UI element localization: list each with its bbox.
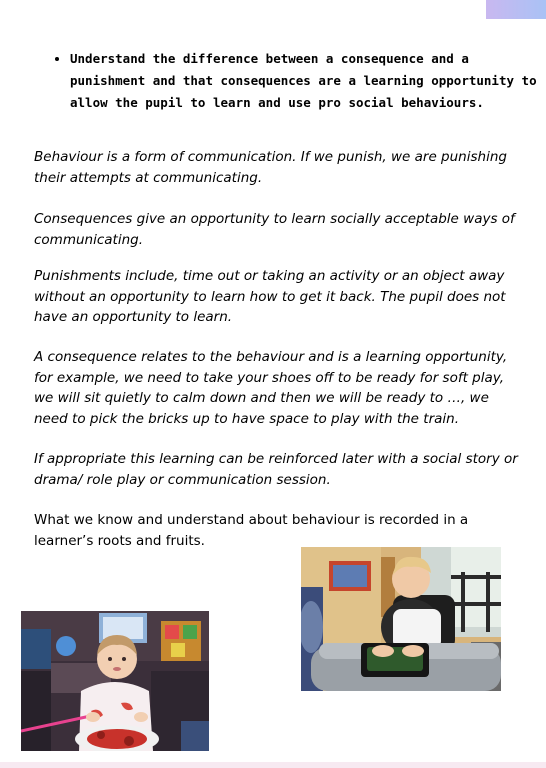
corner-badge [486,0,546,19]
paragraph-consequence-example: A consequence relates to the behaviour and is a learning opportunity, for example, we need to take your shoes off to be ready for soft play, we will sit quietly to calm down and then we will be ready to …, we need to pick the bricks up to have space to play with the train. [34,349,508,427]
key-point-list [48,48,540,114]
paragraph-communication: Behaviour is a form of communication. If we punish, we are punishing their attempts at communicating. [34,149,507,186]
key-point-item: • Understand the difference between a consequence and a punishment and that consequences are a learning opportunity to allow the pupil to learn and use pro social behaviours. [70,48,540,114]
paragraph-reinforcement: If appropriate this learning can be reinforced later with a social story or drama/ role play or communication session. [34,451,518,488]
photo-child-at-tray-table [301,547,501,691]
paragraph-roots-and-fruits: What we know and understand about behaviour is recorded in a learner’s roots and fruits. [34,512,469,549]
paragraph-punishments: Punishments include, time out or taking an activity or an object away without an opportunity to learn how to get it back. The pupil does not have an opportunity to learn. [34,268,506,325]
photo-toddler-painting [21,611,209,751]
paragraph-consequences: Consequences give an opportunity to learn socially acceptable ways of communicating. [34,211,515,248]
page-bottom-strip [0,762,546,768]
